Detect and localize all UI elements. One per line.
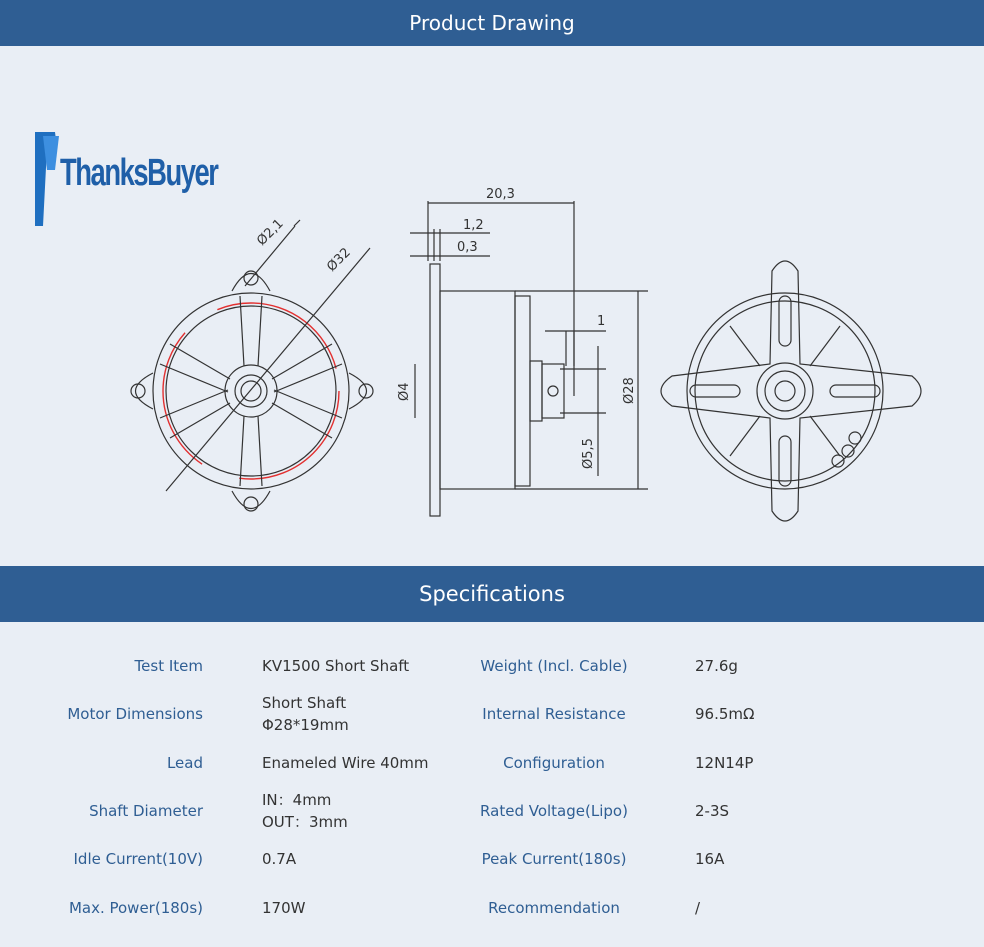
side-view — [410, 201, 648, 516]
dim-d55: Ø5,5 — [581, 438, 596, 469]
spec-label: Test Item — [134, 657, 203, 675]
spec-value-line: IN：4mm — [262, 791, 332, 809]
spec-value: KV1500 Short Shaft — [262, 657, 410, 675]
dim-d4: Ø4 — [397, 382, 412, 401]
spec-value: 16A — [695, 850, 725, 868]
spec-value: 0.7A — [262, 850, 297, 868]
spec-row — [0, 787, 984, 835]
product-drawing-header — [0, 0, 984, 46]
back-view — [661, 261, 921, 521]
spec-value: 170W — [262, 899, 306, 917]
product-drawing-title: Product Drawing — [409, 11, 575, 35]
spec-value: 27.6g — [695, 657, 738, 675]
spec-label: Recommendation — [488, 899, 620, 917]
dim-length: 20,3 — [486, 187, 515, 202]
spec-value-line: OUT：3mm — [262, 813, 348, 831]
dim-d21: Ø2,1 — [254, 216, 287, 249]
spec-label: Lead — [166, 754, 203, 772]
spec-value-line: Φ28*19mm — [262, 716, 349, 734]
spec-value: 2-3S — [695, 802, 730, 820]
spec-value — [262, 690, 482, 738]
spec-row — [0, 739, 984, 787]
spec-label: Idle Current(10V) — [73, 850, 203, 868]
thanksbuyer-logo-text: ThanksBuyer — [60, 152, 218, 194]
spec-value: Enameled Wire 40mm — [262, 754, 429, 772]
spec-row — [0, 884, 984, 932]
spec-row — [0, 642, 984, 690]
spec-value-line: Short Shaft — [262, 694, 347, 712]
spec-value: 12N14P — [695, 754, 754, 772]
spec-row — [0, 690, 984, 738]
specifications-title: Specifications — [419, 582, 565, 606]
product-drawing-area — [0, 46, 984, 566]
dim-d32: Ø32 — [324, 245, 354, 275]
spec-label: Weight (Incl. Cable) — [480, 657, 628, 675]
specifications-table — [0, 622, 984, 947]
dim-t12: 1,2 — [463, 218, 484, 233]
spec-label: Peak Current(180s) — [481, 850, 627, 868]
motor-technical-drawing — [0, 46, 984, 566]
spec-label: Shaft Diameter — [89, 802, 203, 820]
dim-one: 1 — [597, 314, 606, 329]
spec-label: Configuration — [503, 754, 605, 772]
spec-value — [262, 787, 482, 835]
spec-value: 96.5mΩ — [695, 705, 755, 723]
spec-label: Rated Voltage(Lipo) — [480, 802, 628, 820]
spec-label: Motor Dimensions — [67, 705, 203, 723]
dim-d28: Ø28 — [622, 377, 637, 404]
specifications-header — [0, 566, 984, 622]
dim-t03: 0,3 — [457, 240, 478, 255]
spec-label: Max. Power(180s) — [68, 899, 203, 917]
spec-label: Internal Resistance — [482, 705, 626, 723]
spec-value: / — [695, 899, 701, 917]
spec-row — [0, 835, 984, 883]
